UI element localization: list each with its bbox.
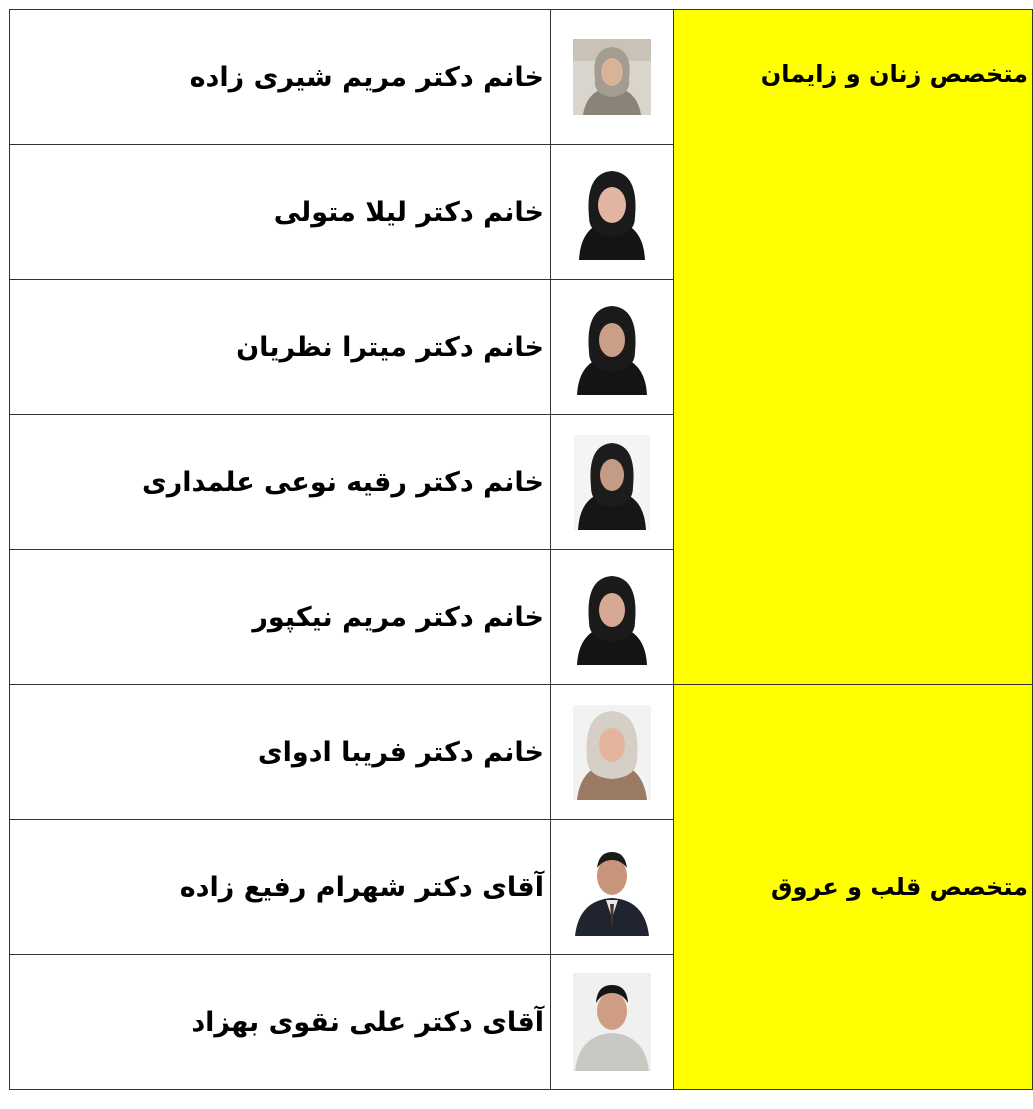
doctor-name: خانم دکتر رقیه نوعی علمداری <box>141 466 544 498</box>
doctors-table <box>9 9 1033 1090</box>
specialty-cell <box>674 10 1033 685</box>
doctor-photo <box>573 39 651 115</box>
doctor-name-cell <box>10 955 551 1090</box>
doctor-photo <box>574 435 650 530</box>
doctor-name-cell <box>10 10 551 145</box>
doctor-photo-cell <box>551 145 674 280</box>
doctor-name-cell <box>10 280 551 415</box>
doctor-photo <box>573 165 651 260</box>
specialty-cell <box>674 685 1033 1090</box>
doctor-photo <box>573 570 651 665</box>
table-row <box>10 685 1033 820</box>
doctor-name: خانم دکتر مریم نیکپور <box>252 601 544 633</box>
doctor-name: خانم دکتر میترا نظریان <box>236 331 544 363</box>
doctor-photo-cell <box>551 415 674 550</box>
doctor-photo-cell <box>551 820 674 955</box>
doctor-name-cell <box>10 145 551 280</box>
doctor-photo-cell <box>551 10 674 145</box>
doctor-name: خانم دکتر مریم شیری زاده <box>189 61 544 93</box>
doctor-photo <box>573 705 651 800</box>
specialty-label: متخصص زنان و زایمان <box>760 60 1028 88</box>
doctor-photo-cell <box>551 685 674 820</box>
table-row <box>10 10 1033 145</box>
doctor-photo-cell <box>551 955 674 1090</box>
doctor-name: خانم دکتر لیلا متولی <box>273 196 544 228</box>
doctor-name-cell <box>10 820 551 955</box>
doctor-name-cell <box>10 685 551 820</box>
specialty-label: متخصص قلب و عروق <box>771 873 1028 901</box>
doctor-name: آقای دکتر علی نقوی بهزاد <box>191 1006 544 1038</box>
doctor-name-cell <box>10 550 551 685</box>
doctor-name: خانم دکتر فریبا ادوای <box>257 736 544 768</box>
doctor-name-cell <box>10 415 551 550</box>
doctor-photo <box>573 973 651 1071</box>
doctor-photo-cell <box>551 550 674 685</box>
doctor-photo <box>573 838 651 936</box>
doctor-photo-cell <box>551 280 674 415</box>
doctor-name: آقای دکتر شهرام رفیع زاده <box>179 871 544 903</box>
doctor-photo <box>573 300 651 395</box>
